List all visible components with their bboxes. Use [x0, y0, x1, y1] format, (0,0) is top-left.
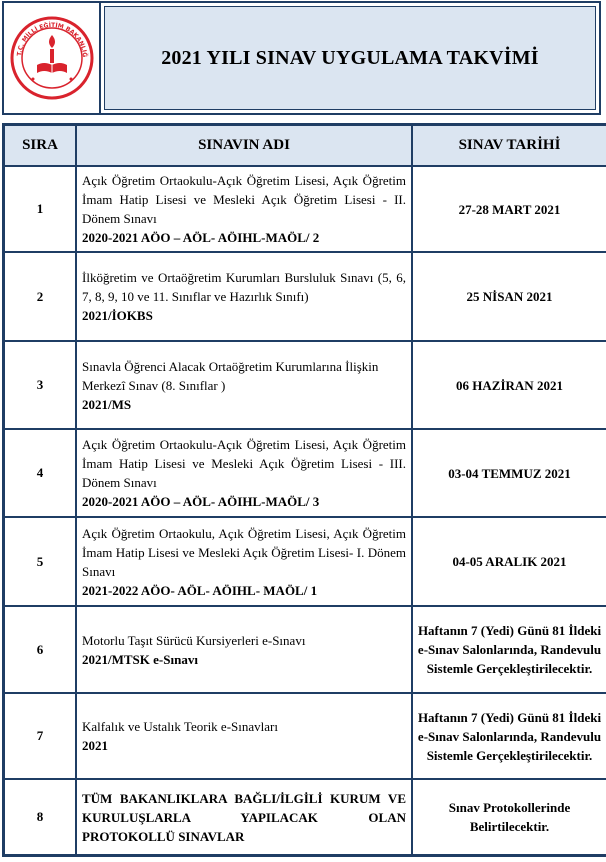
exam-name-cell [76, 779, 412, 855]
title-cell [104, 6, 596, 110]
exam-code: 2020-2021 AÖO – AÖL- AÖIHL-MAÖL/ 3 [82, 494, 320, 509]
exam-date: Sınav Protokollerinde Belirtilecektir. [412, 779, 606, 855]
exam-description: İlköğretim ve Ortaöğretim Kurumları Bursluluk Sınavı (5, 6, 7, 8, 9, 10 ve 11. Sınıflar ve Hazırlık Sınıfı) [82, 270, 406, 304]
exam-name-cell [76, 429, 412, 517]
exam-date: 03-04 TEMMUZ 2021 [412, 429, 606, 517]
exam-date: 25 NİSAN 2021 [412, 252, 606, 341]
row-number: 1 [4, 166, 76, 252]
meb-seal-icon [9, 15, 95, 101]
exam-description: Kalfalık ve Ustalık Teorik e-Sınavları [82, 719, 278, 734]
exam-description: Motorlu Taşıt Sürücü Kursiyerleri e-Sınavı [82, 632, 306, 648]
exam-date: 04-05 ARALIK 2021 [412, 517, 606, 606]
exam-name-cell [76, 517, 412, 606]
row-number: 4 [4, 429, 76, 517]
exam-date: Haftanın 7 (Yedi) Günü 81 İldeki e-Sınav Salonlarında, Randevulu Sistemle Gerçekleştirilecektir. [412, 606, 606, 693]
row-number: 7 [4, 693, 76, 779]
exam-description: Açık Öğretim Ortaokulu-Açık Öğretim Lisesi, Açık Öğretim İmam Hatip Lisesi ve Mesleki Açık Öğretim Lisesi - III. Dönem Sınavı [82, 437, 406, 490]
row-number: 2 [4, 252, 76, 341]
table-row [4, 606, 606, 693]
exam-description: TÜM BAKANLIKLARA BAĞLI/İLGİLİ KURUM VE KURULUŞLARLA YAPILACAK OLAN PROTOKOLLÜ SINAVLAR [82, 790, 406, 844]
table-row [4, 341, 606, 429]
exam-name-cell [76, 341, 412, 429]
row-number: 8 [4, 779, 76, 855]
exam-code: 2021/MS [82, 396, 132, 412]
row-number: 5 [4, 517, 76, 606]
exam-date: 06 HAZİRAN 2021 [412, 341, 606, 429]
exam-schedule-table [2, 123, 606, 857]
exam-code: 2021-2022 AÖO- AÖL- AÖIHL- MAÖL/ 1 [82, 582, 318, 598]
table-header-row [4, 125, 606, 166]
document-header [2, 1, 601, 115]
exam-name-cell [76, 606, 412, 693]
seal-text: T.C. MİLLİ EĞİTİM BAKANLIĞ [15, 21, 88, 58]
exam-schedule-table-wrap [2, 123, 605, 857]
column-header-sinav-tarihi: SINAV TARİHİ [412, 125, 606, 166]
column-header-sira: SIRA [4, 125, 76, 166]
row-number: 6 [4, 606, 76, 693]
row-number: 3 [4, 341, 76, 429]
exam-name-cell [76, 693, 412, 779]
exam-code: 2020-2021 AÖO – AÖL- AÖIHL-MAÖL/ 2 [82, 230, 320, 245]
column-header-sinavin-adi: SINAVIN ADI [76, 125, 412, 166]
table-row [4, 166, 606, 252]
exam-date: Haftanın 7 (Yedi) Günü 81 İldeki e-Sınav Salonlarında, Randevulu Sistemle Gerçekleştirilecektir. [412, 693, 606, 779]
table-row [4, 779, 606, 855]
exam-code: 2021/İOKBS [82, 308, 153, 323]
exam-code: 2021/MTSK e-Sınavı [82, 651, 198, 667]
page-title: 2021 YILI SINAV UYGULAMA TAKVİMİ [161, 46, 539, 69]
exam-code: 2021 [82, 738, 108, 753]
table-row [4, 693, 606, 779]
exam-description: Açık Öğretim Ortaokulu-Açık Öğretim Lisesi, Açık Öğretim İmam Hatip Lisesi ve Mesleki Açık Öğretim Lisesi - II. Dönem Sınavı [82, 173, 406, 226]
exam-name-cell [76, 166, 412, 252]
logo-cell [4, 3, 101, 113]
svg-text:T.C. MİLLİ EĞİTİM BAKANLIĞI [9, 15, 88, 58]
table-row [4, 517, 606, 606]
exam-name-cell [76, 252, 412, 341]
table-row [4, 429, 606, 517]
table-row [4, 252, 606, 341]
exam-description: Sınavla Öğrenci Alacak Ortaöğretim Kurumlarına İlişkin Merkezî Sınav (8. Sınıflar ) [82, 358, 379, 393]
exam-description: Açık Öğretim Ortaokulu, Açık Öğretim Lisesi, Açık Öğretim İmam Hatip Lisesi ve Mesleki Açık Öğretim Lisesi- I. Dönem Sınavı [82, 525, 406, 579]
exam-date: 27-28 MART 2021 [412, 166, 606, 252]
